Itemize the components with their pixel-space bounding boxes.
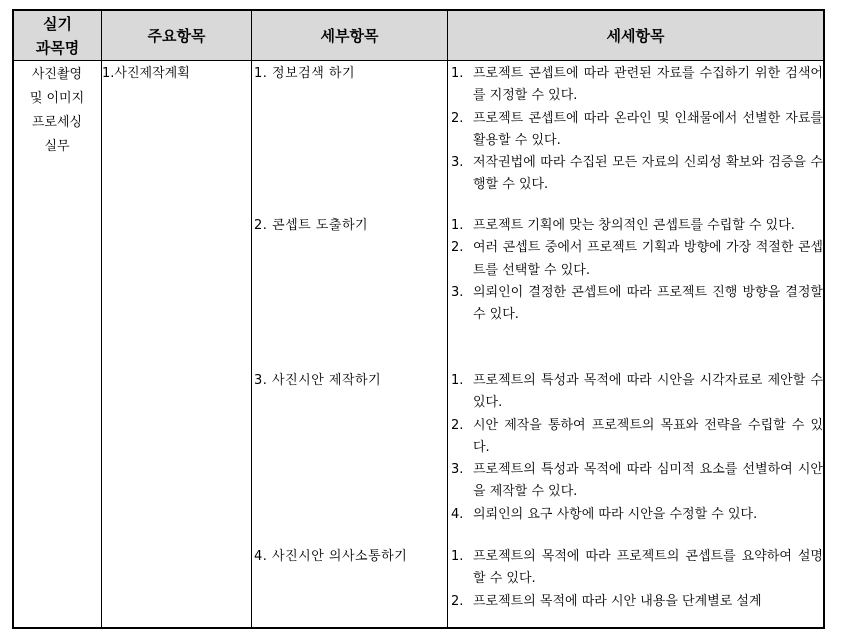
detail-number: 1.: [451, 218, 464, 233]
subject-line: 실무: [44, 139, 70, 154]
detail-text: 저작권법에 따라 수집된 모든 자료의 신뢰성 확보와 검증을 수행할 수 있다.: [473, 155, 823, 193]
main-item: 1.사진제작계획: [102, 66, 190, 81]
detail-list: [451, 546, 823, 613]
detail-text: 프로젝트의 목적에 따라 시안 내용을 단계별로 설계: [473, 593, 762, 609]
header-subject-line1: 실기: [43, 14, 72, 33]
sub-item: 3. 사진시안 제작하기: [254, 373, 382, 388]
subject-line: 사진촬영: [31, 67, 83, 82]
sub-item: 4. 사진시안 의사소통하기: [254, 549, 408, 564]
sub-item: 2. 콘셉트 도출하기: [254, 218, 369, 233]
subject-line: 프로세싱: [31, 115, 83, 130]
detail-number: 3.: [451, 284, 464, 300]
header-subject-line2: 과목명: [35, 38, 80, 57]
detail-number: 3.: [451, 155, 464, 171]
detail-text: 프로젝트의 특성과 목적에 따라 시안을 시각자료로 제안할 수 있다.: [473, 373, 823, 411]
column-divider: [251, 11, 252, 627]
detail-list: [451, 63, 823, 197]
sub-item: 1. 정보검색 하기: [254, 66, 356, 81]
detail-item: [451, 282, 823, 327]
detail-item: [451, 504, 823, 526]
column-divider: [101, 11, 102, 627]
detail-text: 프로젝트의 특성과 목적에 따라 심미적 요소를 선별하여 시안을 제작할 수 있다.: [473, 462, 823, 500]
header-sub-item: 세부항목: [320, 26, 379, 45]
detail-number: 3.: [451, 462, 464, 478]
detail-text: 의뢰인의 요구 사항에 따라 시안을 수정할 수 있다.: [473, 506, 758, 522]
subject-line: 및 이미지: [29, 91, 85, 106]
detail-number: 4.: [451, 506, 464, 522]
detail-item: [451, 237, 823, 282]
detail-item: [451, 370, 823, 415]
detail-item: [451, 459, 823, 504]
detail-item: [451, 63, 823, 108]
detail-number: 1.: [451, 549, 464, 564]
header-main-item: 주요항목: [147, 26, 206, 45]
detail-item: [451, 415, 823, 460]
detail-item: [451, 591, 823, 613]
detail-text: 여러 콘셉트 중에서 프로젝트 기획과 방향에 가장 적절한 콘셉트를 선택할 수 있다.: [473, 240, 823, 278]
detail-item: [451, 546, 823, 591]
detail-number: 1.: [451, 373, 464, 388]
detail-text: 프로젝트 콘셉트에 따라 관련된 자료를 수집하기 위한 검색어를 지정할 수 있다.: [473, 66, 823, 104]
detail-number: 2.: [451, 240, 464, 256]
header-detail-item: 세세항목: [606, 26, 665, 45]
detail-text: 의뢰인이 결정한 콘셉트에 따라 프로젝트 진행 방향을 결정할 수 있다.: [473, 284, 823, 323]
header-subject: [14, 11, 101, 60]
detail-text: 프로젝트 기획에 맞는 창의적인 콘셉트를 수립할 수 있다.: [473, 218, 795, 233]
detail-item: [451, 152, 823, 197]
curriculum-table: [12, 9, 825, 629]
detail-number: 1.: [451, 66, 464, 81]
detail-list: [451, 215, 823, 326]
detail-number: 2.: [451, 593, 464, 609]
detail-text: 프로젝트 콘셉트에 따라 온라인 및 인쇄물에서 선별한 자료를 활용할 수 있다.: [473, 110, 823, 148]
subject-name: [14, 61, 100, 159]
detail-text: 시안 제작을 통하여 프로젝트의 목표와 전략을 수립할 수 있다.: [473, 417, 823, 455]
detail-text: 프로젝트의 목적에 따라 프로젝트의 콘셉트를 요약하여 설명할 수 있다.: [473, 549, 823, 587]
detail-number: 2.: [451, 110, 464, 126]
detail-item: [451, 215, 823, 237]
column-divider: [447, 11, 448, 627]
detail-number: 2.: [451, 417, 464, 433]
detail-list: [451, 370, 823, 526]
detail-item: [451, 108, 823, 153]
